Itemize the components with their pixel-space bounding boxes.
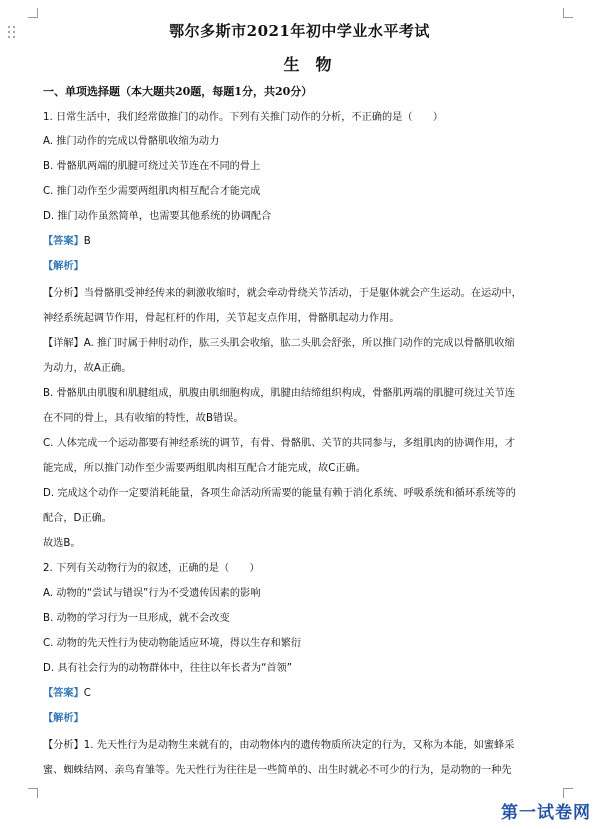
subject-title: 生物 (283, 55, 348, 74)
answer-label: 【答案】 (43, 688, 84, 699)
answer-label: 【答案】 (43, 236, 84, 247)
option-1b: B. 骨骼肌两端的肌腱可绕过关节连在不同的骨上 (43, 161, 261, 172)
crop-mark-bottom-left (28, 788, 38, 798)
crop-mark-top-right (563, 8, 573, 18)
explanation-line: 蜜、蜘蛛结网、亲鸟育雏等。先天性行为往往是一些简单的、出生时就必不可少的行为，是动物的一种先 (43, 765, 512, 776)
explanation-line: B. 骨骼肌由肌腹和肌腱组成，肌腹由肌细胞构成，肌腱由结缔组织构成，骨骼肌两端的肌腱可绕过关节连 (43, 388, 515, 399)
question-2: 2. 下列有关动物行为的叙述，正确的是（ ） (43, 563, 260, 574)
explanation-line: 能完成，所以推门动作至少需要两组肌肉相互配合才能完成，故C正确。 (43, 463, 366, 474)
answer-value: C (83, 688, 91, 699)
answer-2 (43, 687, 563, 701)
analysis-label: 【解析】 (43, 261, 84, 272)
analysis-label-2 (43, 712, 563, 726)
explanation-line: 【分析】1. 先天性行为是动物生来就有的，由动物体内的遗传物质所决定的行为，又称为本能，如蜜蜂采 (43, 740, 515, 751)
crop-mark-bottom-right (563, 788, 573, 798)
explanation-line: 【分析】当骨骼肌受神经传来的刺激收缩时，就会牵动骨绕关节活动，于是躯体就会产生运动。在运动中， (43, 288, 522, 299)
explanation-line: 在不同的骨上，具有收缩的特性，故B错误。 (43, 413, 244, 424)
crop-mark-top-left (28, 8, 38, 18)
option-2d: D. 具有社会行为的动物群体中，往往以年长者为“首领” (43, 663, 292, 674)
explanation-line: D. 完成这个动作一定要消耗能量，各项生命活动所需要的能量有赖于消化系统、呼吸系统和循环系统等的 (43, 488, 516, 499)
answer-1 (43, 235, 563, 249)
explanation-line: 【详解】A. 推门时属于伸肘动作，肱三头肌会收缩，肱二头肌会舒张，所以推门动作的完成以骨骼肌收缩 (43, 338, 515, 349)
option-1d: D. 推门动作虽然简单，也需要其他系统的协调配合 (43, 211, 272, 222)
explanation-line: C. 人体完成一个运动都要有神经系统的调节，有骨、骨骼肌、关节的共同参与，多组肌肉的协调作用，才 (43, 438, 516, 449)
watermark-logo: 第一试卷网 (501, 803, 591, 823)
analysis-label: 【解析】 (43, 713, 84, 724)
option-1c: C. 推门动作至少需要两组肌肉相互配合才能完成 (43, 186, 261, 197)
option-2a: A. 动物的“尝试与错误”行为不受遗传因素的影响 (43, 588, 261, 599)
section-heading: 一、单项选择题（本大题共20题，每题1分，共20分） (43, 85, 313, 98)
explanation-line: 配合，D正确。 (43, 513, 112, 524)
option-2b: B. 动物的学习行为一旦形成，就不会改变 (43, 613, 230, 624)
analysis-label-1 (43, 260, 563, 274)
option-2c: C. 动物的先天性行为使动物能适应环境，得以生存和繁衍 (43, 638, 302, 649)
conclusion-line: 故选B。 (43, 538, 81, 549)
answer-value: B (83, 236, 91, 247)
question-1: 1. 日常生活中，我们经常做推门的动作。下列有关推门动作的分析，不正确的是（ ） (43, 112, 444, 123)
exam-title: 鄂尔多斯市2021年初中学业水平考试 (169, 22, 430, 40)
option-1a: A. 推门动作的完成以骨骼肌收缩为动力 (43, 136, 220, 147)
explanation-line: 神经系统起调节作用，骨起杠杆的作用，关节起支点作用，骨骼肌起动力作用。 (43, 313, 400, 324)
explanation-line: 为动力，故A正确。 (43, 363, 132, 374)
